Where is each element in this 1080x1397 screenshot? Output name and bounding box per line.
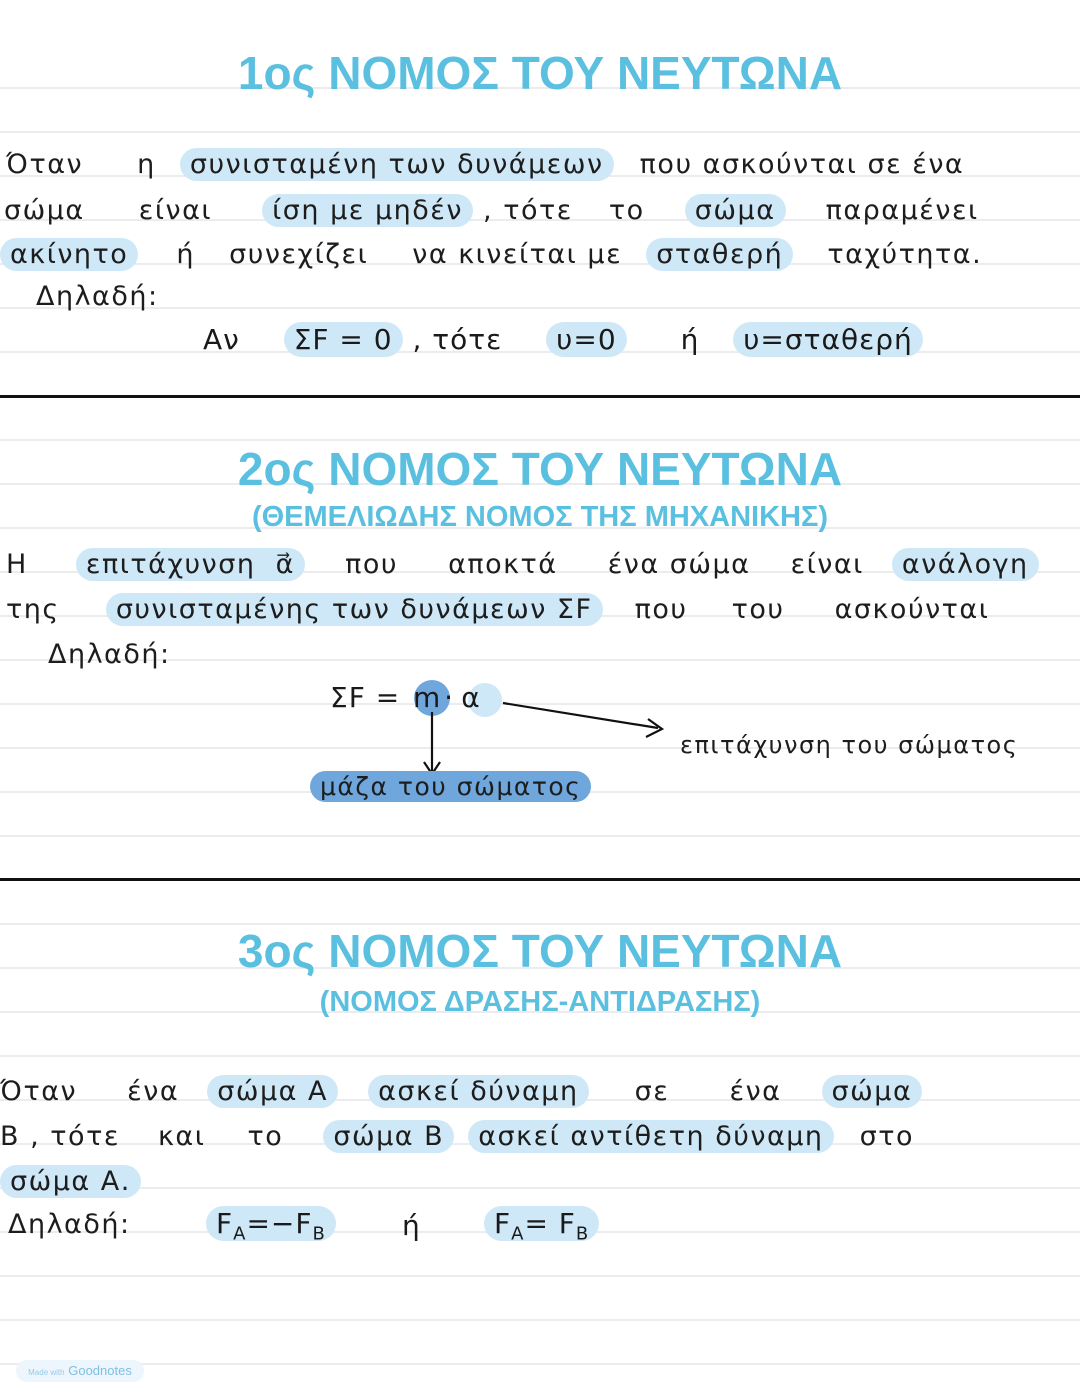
law3-word: Β [0,1121,21,1152]
section-divider [0,395,1080,398]
label-acceleration: επιτάχυνση του σώματος [680,731,1019,759]
law1-line3 [0,238,982,272]
law1-highlight-resultant: συνισταμένη των δυνάμεων [180,148,614,181]
formula-word: ή [680,323,700,356]
law1-word: συνεχίζει [229,239,369,270]
law1-word: η [137,149,156,180]
formula-word: , τότε [412,323,503,356]
law1-title: 1ος ΝΟΜΟΣ ΤΟΥ ΝΕΥΤΩΝΑ [237,47,843,99]
law3-word: ένα [127,1076,180,1107]
formula-v-constant: υ=σταθερή [733,322,923,357]
law2-word: ένα σώμα [607,549,751,580]
law3-or: ή [402,1209,421,1242]
law3-word: το [247,1121,284,1152]
law3-highlight-exerts: ασκεί δύναμη [368,1075,588,1108]
law1-word: το [608,195,645,226]
law3-line2 [0,1120,914,1154]
law3-word: στο [859,1121,915,1152]
formula-mass: m [412,681,442,714]
law1-word: που ασκούνται σε ένα [639,149,965,180]
formula-sub: B [575,1223,590,1245]
law3-line1 [0,1075,922,1109]
law1-line2 [4,194,979,228]
formula-f: F [494,1207,512,1240]
law3-namely: Δηλαδή: [8,1209,131,1240]
formula-fa-neg-fb [206,1206,336,1245]
formula-part: = F [524,1207,576,1240]
formula-lhs: ΣF = [330,681,401,714]
law3-highlight-body-a: σώμα Α [207,1075,338,1108]
arrow-to-acceleration [503,703,658,728]
law3-word: Όταν [0,1076,78,1107]
law2-word: του [731,594,785,625]
formula-sum-zero: ΣF = 0 [284,322,403,357]
law3-line3 [0,1165,141,1199]
law2-word: της [6,594,60,625]
law2-title: 2ος ΝΟΜΟΣ ΤΟΥ ΝΕΥΤΩΝΑ [237,443,843,495]
law2-word: Η [6,549,28,580]
law1-word: Όταν [6,149,84,180]
law2-word: που [345,549,398,580]
law1-word: σώμα [4,195,85,226]
law3-subtitle: (ΝΟΜΟΣ ΔΡΑΣΗΣ-ΑΝΤΙΔΡΑΣΗΣ) [319,986,761,1018]
law1-line1 [6,148,964,182]
law2-line2 [6,593,989,627]
law3-formula-1 [206,1206,336,1253]
mass-label-highlight: μάζα του σώματος [310,771,591,802]
law2-highlight-acceleration [76,548,305,581]
law3-title: 3ος ΝΟΜΟΣ ΤΟΥ ΝΕΥΤΩΝΑ [237,925,843,977]
law3-formula-2 [484,1206,599,1253]
law2-line1 [6,548,1039,582]
law1-highlight-still: ακίνητο [0,238,138,271]
section-divider [0,878,1080,881]
law3-highlight-opposite: ασκεί αντίθετη δύναμη [468,1120,833,1153]
formula-f: F [216,1207,234,1240]
law3-word: , τότε [30,1121,120,1152]
formula-sub: A [511,1223,525,1245]
law1-word: ταχύτητα. [827,239,983,270]
law2-word: ασκούνται [834,594,990,625]
formula-fa-eq-fb [484,1206,599,1245]
law3-word: σε [634,1076,670,1107]
goodnotes-badge[interactable] [16,1360,144,1382]
law2-word: επιτάχυνση [85,549,256,580]
law1-word: να κινείται με [412,239,623,270]
law2-word: αποκτά [448,549,558,580]
law2-subtitle: (ΘΕΜΕΛΙΩΔΗΣ ΝΟΜΟΣ ΤΗΣ ΜΗΧΑΝΙΚΗΣ) [251,501,829,533]
law2-word: είναι [790,549,864,580]
formula-part: =−F [246,1207,313,1240]
law1-namely: Δηλαδή: [36,281,159,312]
law3-word: και [158,1121,206,1152]
law2-formula [330,680,488,716]
label-mass [310,770,591,804]
law3-highlight-body-b: σώμα Β [323,1120,454,1153]
law1-formula [203,322,923,358]
law2-namely: Δηλαδή: [48,639,171,670]
law1-word: παραμένει [825,195,979,226]
law1-word: είναι [138,195,213,226]
formula-v-zero: υ=0 [546,322,626,357]
law1-word: ή [176,239,196,270]
law2-word: που [634,594,688,625]
formula-sub: B [312,1223,326,1245]
law2-highlight-resultant: συνισταμένης των δυνάμεων ΣF [106,593,603,626]
formula-accel: α [461,681,481,714]
formula-dot: · [444,681,454,714]
footer-brand: Goodnotes [68,1363,132,1378]
law3-highlight-body: σώμα [822,1075,923,1108]
formula-word: Αν [203,323,240,356]
law1-highlight-body: σώμα [685,194,786,227]
law3-word: ένα [729,1076,782,1107]
formula-sub: A [233,1223,247,1245]
law1-highlight-zero: ίση με μηδέν [262,194,473,227]
law1-word: , τότε [483,195,573,226]
vector-a: α⃗ [275,549,295,580]
footer-made-with: Made with [28,1368,65,1377]
law3-highlight-body-a-end: σώμα Α. [0,1165,141,1198]
law1-highlight-constant: σταθερή [646,238,793,271]
law2-highlight-proportional: ανάλογη [892,548,1039,581]
